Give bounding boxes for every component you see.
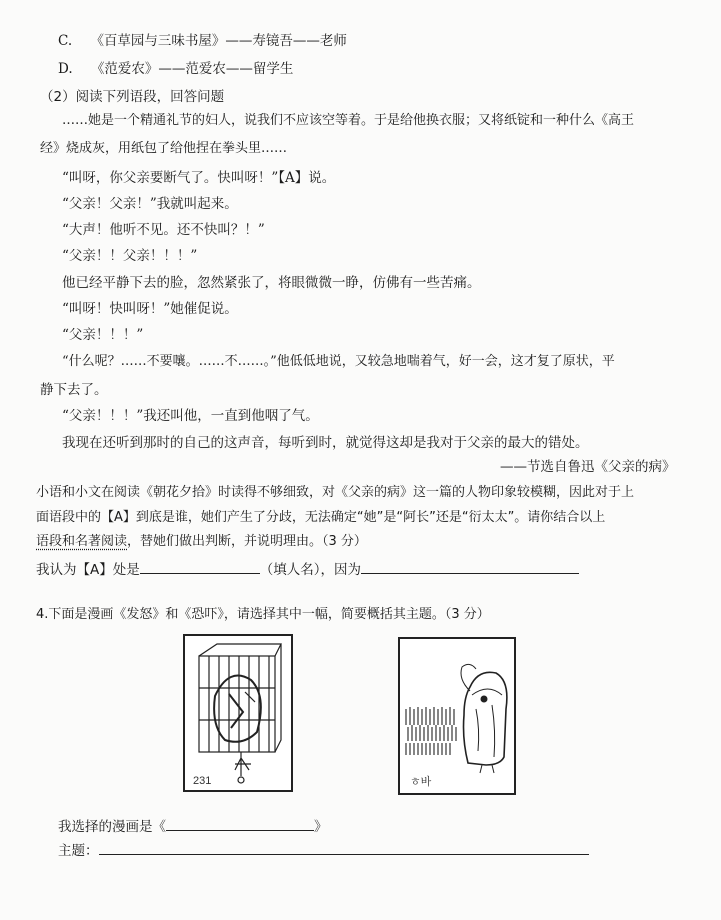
cartoon-threat-caption: ㅎ바: [410, 775, 432, 788]
passage-p3: “父亲！父亲！”我就叫起来。: [62, 196, 238, 212]
cartoon-threat-drawing: [400, 639, 514, 793]
q4-heading: 4.下面是漫画《发怒》和《恐吓》，请选择其中一幅，简要概括其主题。（3 分）: [36, 607, 490, 622]
theme-blank[interactable]: [99, 840, 589, 855]
theme-line: [58, 840, 589, 860]
option-d-label: D.: [58, 61, 73, 77]
passage-p8: “父亲！！！”: [62, 327, 144, 343]
cartoon-anger-caption: 231: [193, 775, 212, 787]
passage-p9: “什么呢？……不要嚷。……不……。”他低低地说，又较急地喘着气，好一会，这才复了原状，平: [62, 354, 615, 369]
prompt-line1: 小语和小文在阅读《朝花夕拾》时读得不够细致，对《父亲的病》这一篇的人物印象较模糊，因此对于上: [36, 485, 635, 500]
theme-label: 主题：: [58, 843, 99, 859]
passage-p9b: 静下去了。: [40, 382, 108, 398]
answer-reason-blank[interactable]: [361, 559, 579, 574]
choice-line: [58, 816, 328, 836]
passage-p10: “父亲！！！”我还叫他，一直到他咽了气。: [62, 408, 319, 424]
option-c-text: 《百草园与三味书屋》——寿镜吾——老师: [90, 33, 347, 49]
prompt-line2: 面语段中的【A】到底是谁，她们产生了分歧，无法确定“她”是“阿长”还是“衍太太”。请你结合以上: [36, 510, 606, 525]
passage-p1b: 经》烧成灰，用纸包了给他捏在拳头里……: [40, 141, 288, 156]
answer-label-a: 我认为【A】处是: [36, 562, 140, 578]
answer-line: [36, 559, 579, 579]
prompt-line3-rest: ，替她们做出判断，并说明理由。（3 分）: [127, 534, 367, 549]
prompt-emphasis: 语段和名著阅读: [36, 534, 128, 549]
prompt-line3: [36, 533, 367, 551]
answer-label-b: （填人名），因为: [259, 562, 361, 578]
passage-p7: “叫呀！快叫呀！”她催促说。: [62, 301, 238, 317]
passage-p11: 我现在还听到那时的自己的这声音，每听到时，就觉得这却是我对于父亲的最大的错处。: [62, 435, 589, 451]
option-c: [58, 32, 347, 50]
answer-name-blank[interactable]: [140, 559, 260, 574]
option-c-label: C.: [58, 33, 73, 49]
option-d: [58, 60, 293, 78]
passage-p1: ……她是一个精通礼节的妇人，说我们不应该空等着。于是给他换衣服；又将纸锭和一种什么《高王: [62, 113, 635, 128]
passage-p6: 他已经平静下去的脸，忽然紧张了，将眼微微一睁，仿佛有一些苦痛。: [62, 275, 481, 291]
q2-heading: （2）阅读下列语段，回答问题: [40, 89, 225, 105]
choice-blank[interactable]: [166, 816, 314, 831]
cartoon-threat: [398, 637, 516, 795]
passage-p2: “叫呀，你父亲要断气了。快叫呀！”【A】说。: [62, 170, 336, 186]
choice-label: 我选择的漫画是《: [58, 819, 166, 835]
passage-p4: “大声！他听不见。还不快叫？！”: [62, 222, 265, 238]
cartoon-anger: [183, 634, 293, 792]
passage-p5: “父亲！！父亲！！！”: [62, 248, 198, 264]
passage-source: ——节选自鲁迅《父亲的病》: [500, 459, 676, 475]
cartoon-anger-drawing: [185, 636, 291, 790]
option-d-text: 《范爱农》——范爱农——留学生: [90, 61, 294, 77]
choice-close: 》: [314, 819, 328, 835]
